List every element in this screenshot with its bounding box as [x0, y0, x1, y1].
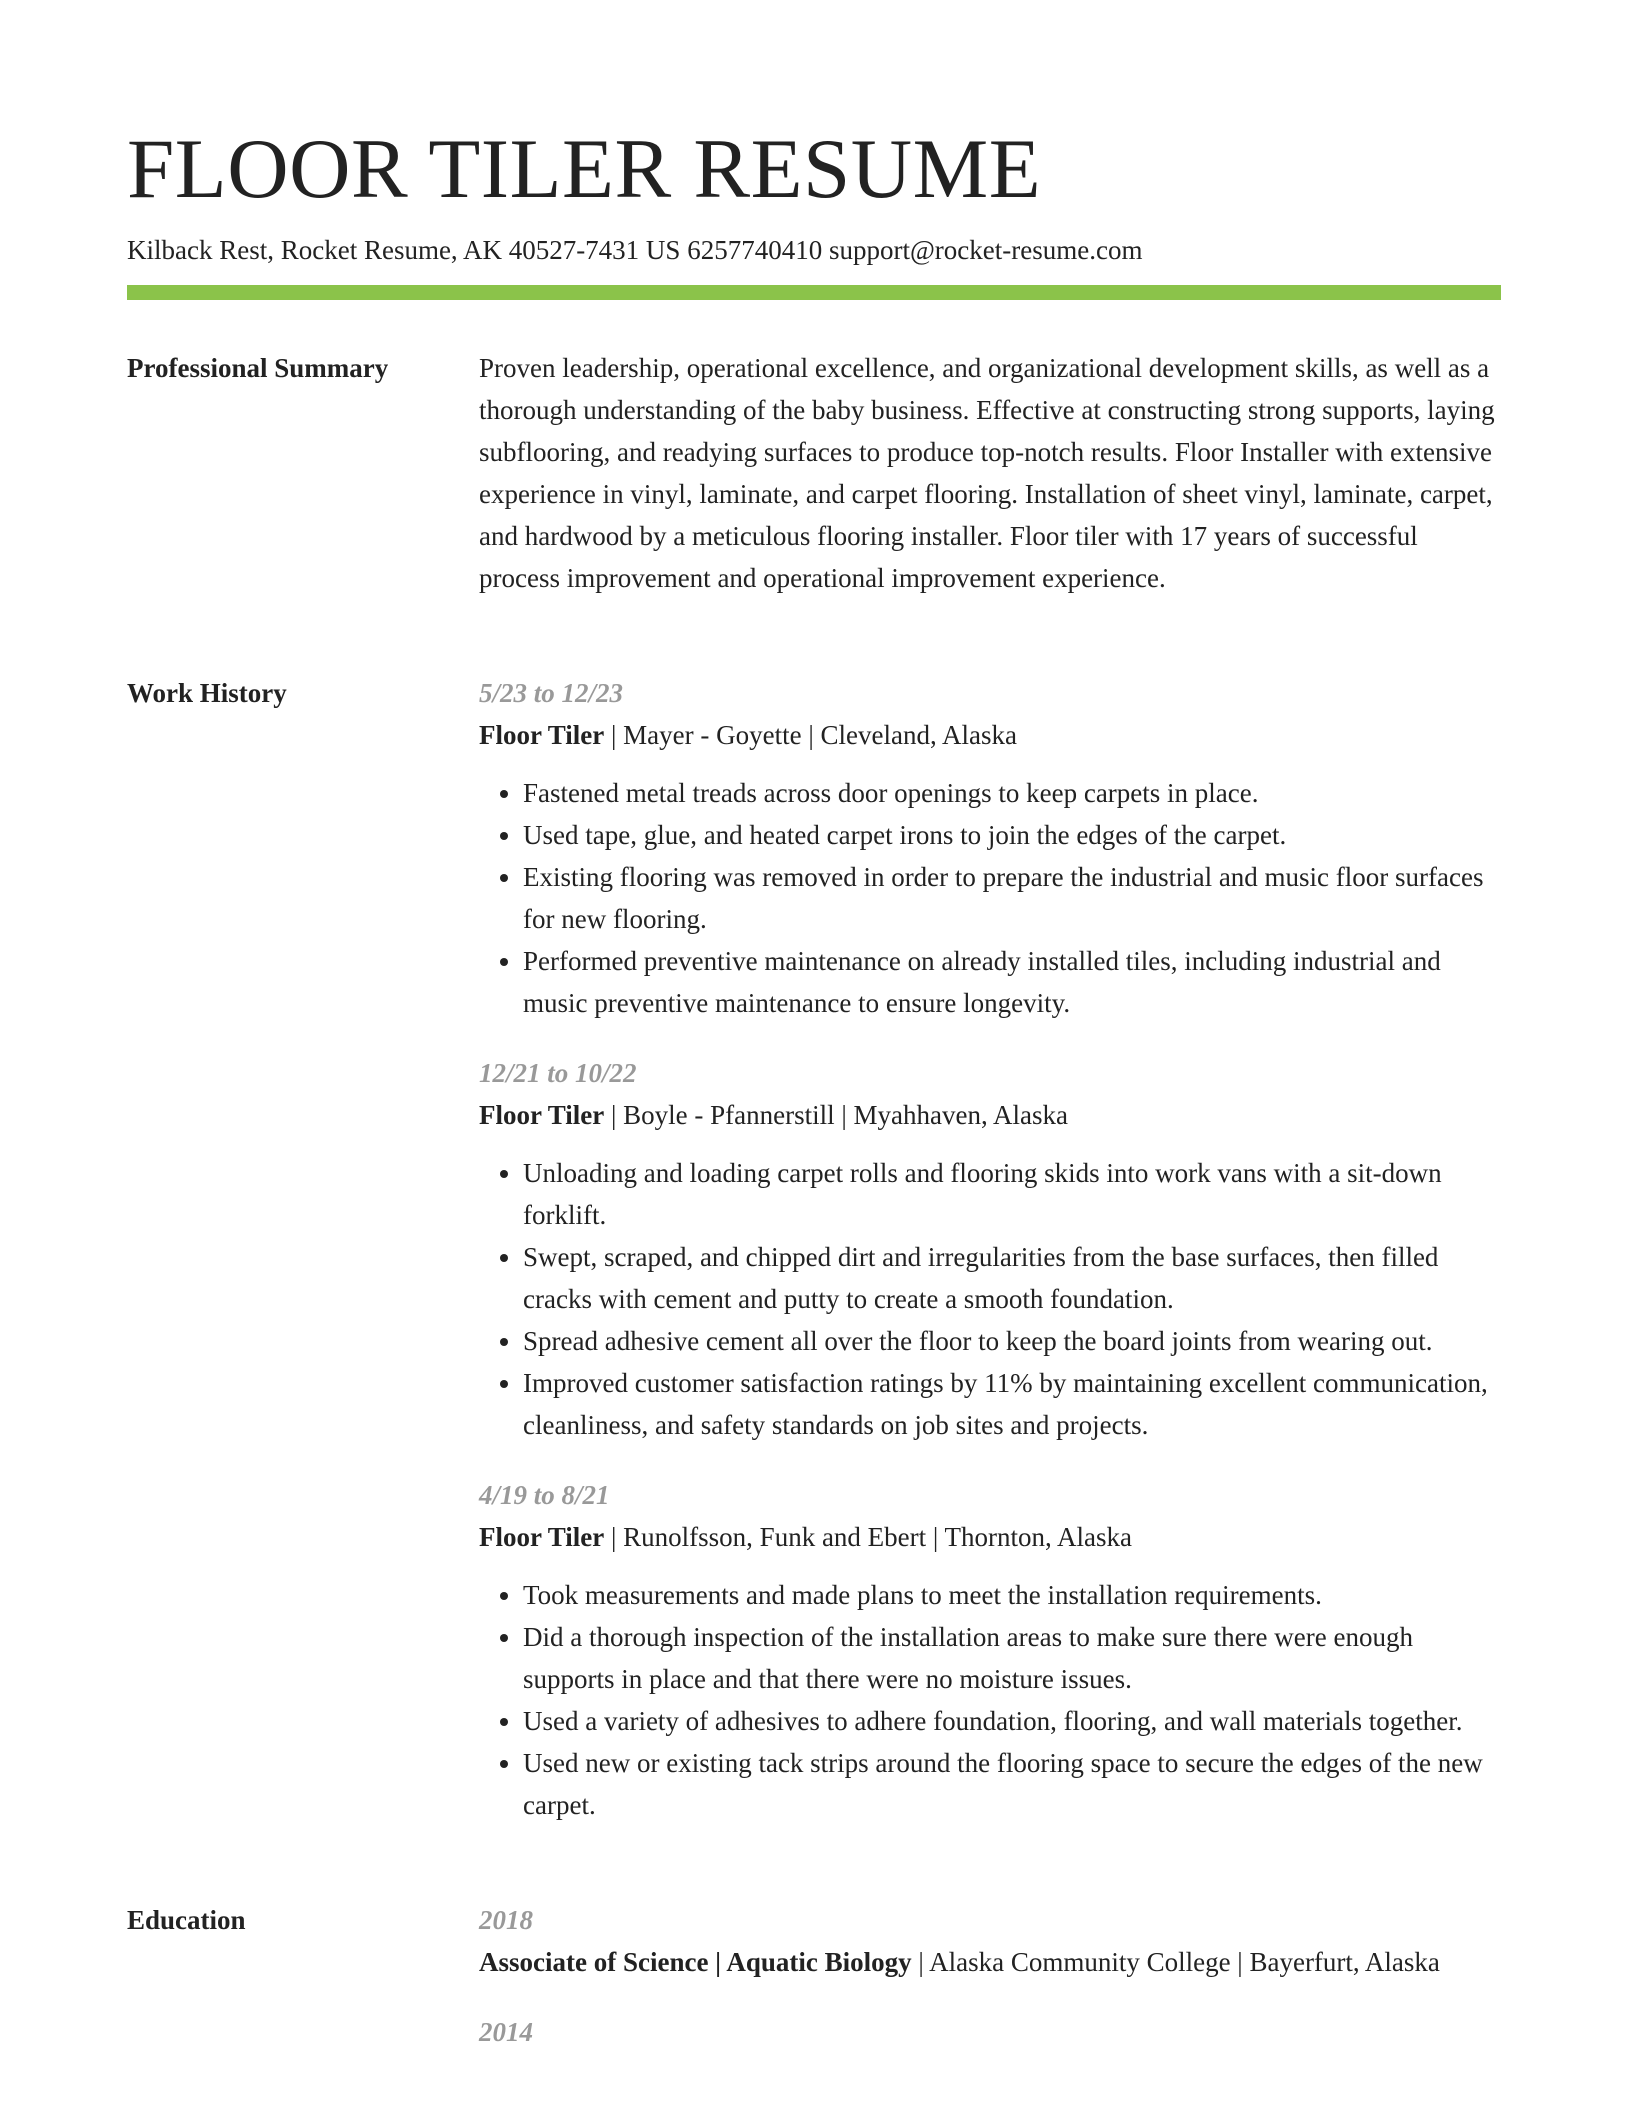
education-year: 2014	[479, 2017, 533, 2047]
job-bullet: • Improved customer satisfaction ratings by 11% by maintaining excellent communication, cleanliness, and safety standards on job sites and projects.	[523, 1362, 1501, 1446]
education-body	[479, 1899, 1501, 2081]
education-entry	[479, 1899, 1501, 1983]
job-dates: 12/21 to 10/22	[479, 1058, 637, 1088]
job-bullet: • Fastened metal treads across door openings to keep carpets in place.	[523, 772, 1501, 814]
accent-divider	[127, 285, 1501, 300]
section-label-summary: Professional Summary	[127, 353, 389, 383]
job-bullet: • Took measurements and made plans to meet the installation requirements.	[523, 1574, 1501, 1616]
job-heading	[479, 714, 1501, 756]
job-entry	[479, 672, 1501, 1024]
section-label-work-history: Work History	[127, 678, 287, 708]
job-bullets	[479, 1574, 1501, 1826]
job-details: | Mayer - Goyette | Cleveland, Alaska	[604, 720, 1017, 750]
education-details: | Alaska Community College | Bayerfurt, Alaska	[911, 1947, 1440, 1977]
job-bullets	[479, 772, 1501, 1024]
job-title: Floor Tiler	[479, 1522, 605, 1552]
job-bullet: • Unloading and loading carpet rolls and flooring skids into work vans with a sit-down forklift.	[523, 1152, 1501, 1236]
job-bullet: • Spread adhesive cement all over the floor to keep the board joints from wearing out.	[523, 1320, 1501, 1362]
job-details: | Runolfsson, Funk and Ebert | Thornton, Alaska	[604, 1522, 1133, 1552]
job-bullet: • Existing flooring was removed in order to prepare the industrial and music floor surfaces for new flooring.	[523, 856, 1501, 940]
summary-body	[479, 347, 1501, 599]
job-details: | Boyle - Pfannerstill | Myahhaven, Alaska	[604, 1100, 1068, 1130]
summary-text: Proven leadership, operational excellence, and organizational development skills, as well as a thorough understanding of the baby business. Effective at constructing strong supports, laying subflooring, and readying surfaces to produce top-notch results. Floor Installer with extensive experience in vinyl, laminate, and carpet flooring. Installation of sheet vinyl, laminate, carpet, and hardwood by a meticulous flooring installer. Floor tiler with 17 years of successful process improvement and operational improvement experience.	[479, 353, 1495, 593]
job-dates: 4/19 to 8/21	[479, 1480, 610, 1510]
job-heading	[479, 1094, 1501, 1136]
job-bullet: • Used tape, glue, and heated carpet irons to join the edges of the carpet.	[523, 814, 1501, 856]
job-title: Floor Tiler	[479, 1100, 605, 1130]
job-bullet: • Used a variety of adhesives to adhere foundation, flooring, and wall materials together.	[523, 1700, 1501, 1742]
job-bullet: • Did a thorough inspection of the installation areas to make sure there were enough supports in place and that there were no moisture issues.	[523, 1616, 1501, 1700]
education-year: 2018	[479, 1905, 533, 1935]
job-entry	[479, 1052, 1501, 1446]
education-heading	[479, 1941, 1501, 1983]
job-entry	[479, 1474, 1501, 1826]
job-heading	[479, 1516, 1501, 1558]
job-bullets	[479, 1152, 1501, 1446]
education-entry	[479, 2011, 1501, 2053]
resume-title: FLOOR TILER RESUME	[127, 122, 1042, 216]
job-dates: 5/23 to 12/23	[479, 678, 624, 708]
job-bullet: • Swept, scraped, and chipped dirt and irregularities from the base surfaces, then filled cracks with cement and putty to create a smooth foundation.	[523, 1236, 1501, 1320]
job-title: Floor Tiler	[479, 720, 605, 750]
job-bullet: • Used new or existing tack strips around the flooring space to secure the edges of the new carpet.	[523, 1742, 1501, 1826]
education-degree: Associate of Science | Aquatic Biology	[479, 1947, 912, 1977]
contact-line: Kilback Rest, Rocket Resume, AK 40527-7431 US 6257740410 support@rocket-resume.com	[127, 235, 1143, 265]
section-label-education: Education	[127, 1905, 246, 1935]
job-bullet: • Performed preventive maintenance on already installed tiles, including industrial and music preventive maintenance to ensure longevity.	[523, 940, 1501, 1024]
work-history-body	[479, 672, 1501, 1854]
